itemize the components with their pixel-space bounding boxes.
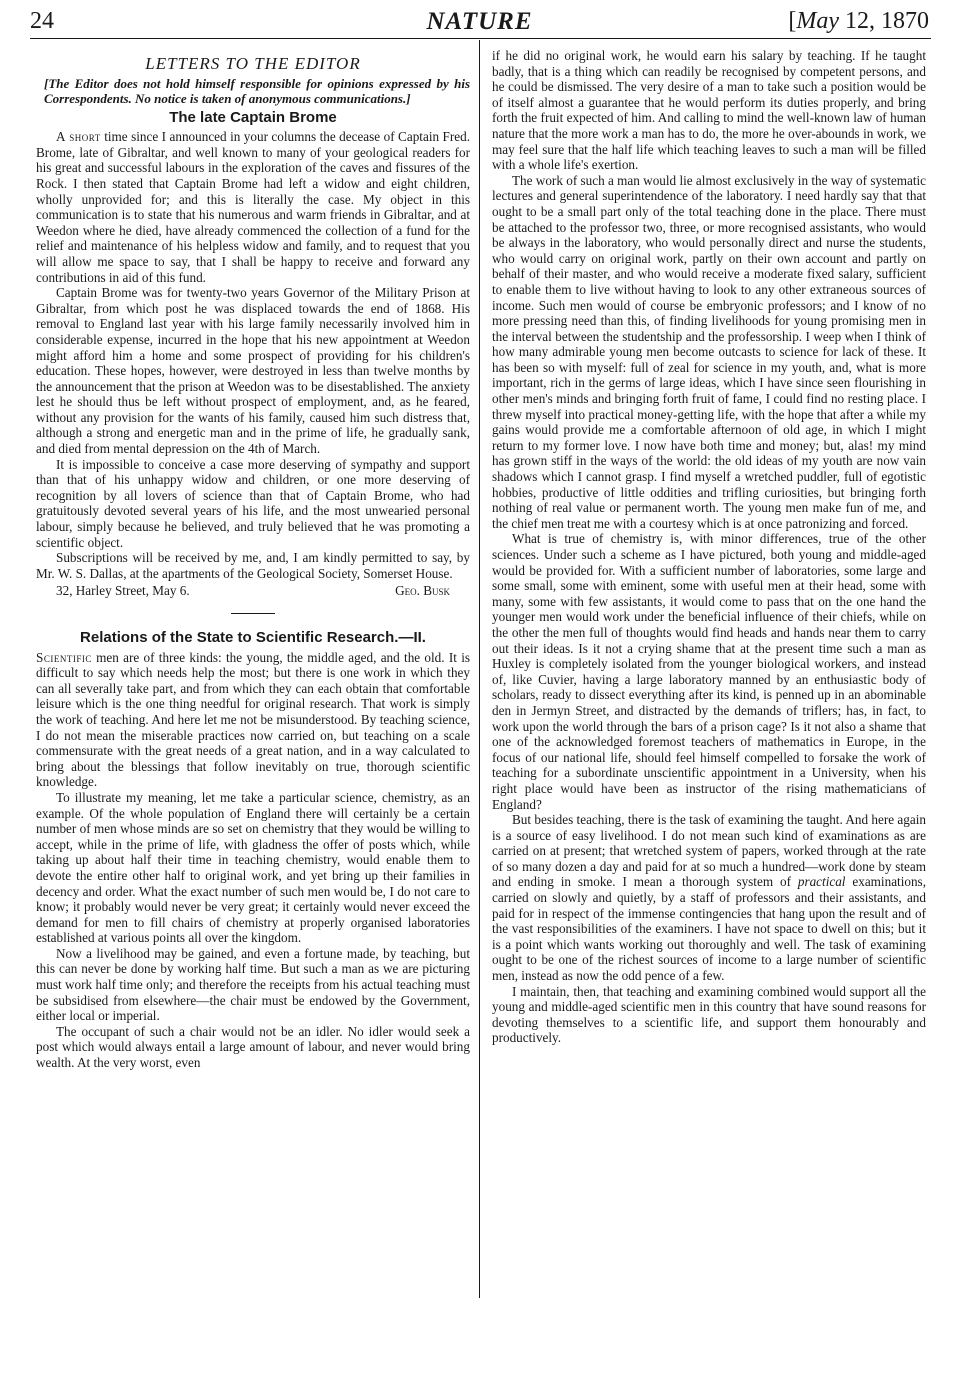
letter2-paragraph: Now a livelihood may be gained, and even a fortune made, by teaching, but this can never be done by working half time. But such a man as we are picturing must work half time only; and therefore the receipts from his actual teaching must be subsidised from elsewhere—the chair must be endowed by the Government, either local or imperial. — [36, 945, 470, 1024]
paragraph-text: men are of three kinds: the young, the middle aged, and the old. It is difficult to say which needs help the most; but there is one work in which they can all severally take part, and from which they can each obtain that comfortable leisure which is the one thing needful for original research. That work is simply the work of teaching. And here let me not be misunderstood. By teaching science, I do not mean the miserable practices now carried on, but teaching on a scale commensurate with the great needs of a great nation, and in a way calculated to bring about the blessings that follow inevitably on true, thorough scientific knowledge. — [36, 649, 470, 790]
paragraph-text: examinations, carried on slowly and quietly, by a staff of professors and their assistants, and paid for in respect of the immense contingencies that hang upon the result and of the vast responsibilities of the examiners. I have not space to dwell on this; but it is a point which wants working out thoroughly and well. The task of examining ought to be one of the richest sources of income to a large number of scientific men, instead as now the odd pence of a few. — [492, 874, 926, 984]
letter2-paragraph: The occupant of such a chair would not be an idler. No idler would seek a post which would always entail a large amount of labour, and never would bring wealth. At the very worst, even — [36, 1023, 470, 1071]
lead-small-caps: A short — [56, 129, 101, 145]
date-bracket: [ — [788, 8, 797, 34]
letter2-paragraph: The work of such a man would lie almost exclusively in the way of systematic lectures and general superintendence of the laboratory. I need hardly say that that ought to be a small part only of the total teaching done in the place. There must be attached to the professor two, three, or more recognised assistants, who would be always in the laboratory, who would personally direct and nurse the students, who would carry on original work, partly on their own account and partly on behalf of their master, and who would receive a moderate fixed salary, sufficient to enable them to live without having to look to any other extraneous sources of income. Such men would of course be embryonic professors; and I know of no more pressing need than this, of finding livelihoods for young promising men in the interval between the studentship and the professorship. I weep when I think of how many admirable young men become outcasts to science for lack of these. It has been so with myself: full of zeal for science in my youth, and, what is more important, rich in the germs of large ideas, which I have since seen flourishing in other men's minds and bringing forth fruit of fame, I could find no resting place. I threw myself into practical money-getting life, with the hope that after a while my gains would provide me a comfortable afternoon of old age, in which I might return to my former love. I now have both time and money; but, alas! my mind has grown stiff in the ways of the world: the old ideas of my youth are now vain shadows which I cannot grasp. I find myself a wretched puddler, full of egotistic hobbies, productive of little oddities and trifling curiosities, but bringing forth nothing of real value or permanent worth. The young men make fun of me, and the chief men treat me with a courtesy which is at once patronizing and forced. — [492, 172, 926, 531]
issue-date — [788, 8, 929, 35]
sender-address: 32, Harley Street, May 6. — [56, 583, 190, 599]
paragraph-text: time since I announced in your columns the decease of Captain Fred. Brome, late of Gibraltar, and well known to many of your geological readers for his great and successful labours in the exploration of the caves and fissures of the Rock. I then stated that Captain Brome had left a widow and eight children, wholly unprovided for; and this is literally the case. My object in this communication is to state that his numerous and warm friends in Gibraltar, and at Weedon where he died, have already commenced the collection of a fund for the relief and maintenance of his helpless widow and family, and to request that you will allow me space to say, that I shall be happy to receive and forward any contributions in aid of this fund. — [36, 129, 471, 285]
letter2-paragraph: To illustrate my meaning, let me take a particular science, chemistry, as an example. Of the whole population of England there will certainly be a certain number of men whose minds are so set on chemistry that they would be willing to accept, while in the prime of life, with gladness the offer of posts which, while taking up about half their time in teaching chemistry, would enable them to devote the entire other half to original work, and yet bring up their families in decency and order. What the exact number of such men would be, I do not care to know; it probably would never be very great; it certainly would never exceed the demand for men to fill chairs of chemistry at properly organised laboratories established at various points all over the kingdom. — [36, 789, 470, 946]
letter1-paragraph — [36, 129, 470, 285]
letter2-paragraph: if he did no original work, he would earn his salary by teaching. If he taught badly, that is a thing which can readily be recognised by competent persons, and he could be dismissed. The very desire of a man to take such a position would be of itself almost a guarantee that he would perform its duties properly, and bring forth the fruit expected of him. And calling to mind the well-known law of human nature that the more work a man has to do, the more he over-abounds in work, we may feel sure that the half life which teaching leaves to such a man will be filled with a whole life's exertion. — [492, 48, 926, 173]
paragraph-text: But besides teaching, there is the task of examining the taught. And here again is a source of easy livelihood. I do not mean such kind of examinations as are carried on at present; that wretched system of papers, worked through at the rate of so many dozen a day and paid for at so much a hundred—work done by steam and ending in smoke. I mean a thorough system of — [492, 812, 926, 890]
article-separator — [231, 613, 275, 614]
right-column — [492, 48, 926, 1046]
journal-title: NATURE — [426, 8, 533, 35]
left-column — [36, 50, 470, 1071]
letter2-paragraph — [36, 650, 470, 790]
page-number: 24 — [30, 8, 54, 34]
letter1-paragraph: It is impossible to conceive a case more deserving of sympathy and support than that of his unhappy widow and children, or one more deserving of recognition by all lovers of science than that of Captain Brome, who had gratuitously devoted several years of his life, and the most unwearied personal labour, simply because he believed, and truly believed that he was promoting a scientific object. — [36, 456, 470, 550]
letter2-paragraph — [492, 812, 926, 984]
letter2-paragraph: What is true of chemistry is, with minor differences, true of the other sciences. Under such a scheme as I have pictured, both young and middle-aged would be provided for. With a sufficient number of laboratories, some large and some small, some with eminent, some with useful men at their head, some with many, some with few assistants, it would come to pass that on the one hand the younger men would work under the beneficial influence of their chiefs, while on the other the men full of thoughts would find heads and hands near them to carry out their ideas. Is it not a crying shame that at the present time such a man as Huxley is completely isolated from the younger biological workers, and instead of, like Cuvier, having a large laboratory manned by an enthusiastic body of scholars, ready to dissect everything after its kind, is penned up in an abominable den in Jermyn Street, and distracted by the demands of triflers; has, in fact, to work upon the world through the bars of a prison cage? Is it not also a shame that one of the acknowledged foremost teachers of mathematics in Europe, in the focus of our national life, should feel himself compelled to forsake the work of teaching for a subordinate unscientific appointment in a University, when his right place would have been as instructor of the rising mathematicians of England? — [492, 531, 926, 812]
sender-name: Geo. Busk — [395, 583, 450, 599]
date-month: May — [796, 8, 839, 34]
lead-small-caps: Scientific — [36, 649, 92, 665]
emphasis-text: practical — [797, 874, 846, 890]
letter1-paragraph: Captain Brome was for twenty-two years Governor of the Military Prison at Gibraltar, from which post he was displaced towards the end of 1868. His removal to England last year with his large family necessarily involved him in considerable expense, incurred in the hope that his new appointment at Weedon might afford him a home and some prospect of providing for his children's education. These hopes, however, were destroyed in less than twelve months by the announcement that the prison at Weedon was to be disestablished. The anxiety lest he should thus be left without prospect of employment, and, as he feared, without any provision for the wants of his family, caused him such distress that, although a strong and energetic man and in the prime of life, he gradually sank, and died from mental depression on the 4th of March. — [36, 285, 470, 457]
page-header — [30, 6, 929, 38]
date-rest: 12, 1870 — [839, 8, 929, 34]
letter-title-brome: The late Captain Brome — [169, 108, 337, 126]
header-rule — [30, 38, 931, 39]
letter1-signature-line — [36, 583, 470, 599]
column-divider — [479, 40, 480, 1298]
letter-title-state-research: Relations of the State to Scientific Research.—II. — [80, 629, 426, 646]
editor-note: [The Editor does not hold himself responsible for opinions expressed by his Correspondents. No notice is taken of anonymous communications.] — [44, 75, 470, 106]
section-title: LETTERS TO THE EDITOR — [145, 54, 361, 73]
letter1-paragraph: Subscriptions will be received by me, and, I am kindly permitted to say, by Mr. W. S. Dallas, at the apartments of the Geological Society, Somerset House. — [36, 550, 470, 581]
letter2-paragraph: I maintain, then, that teaching and examining combined would support all the young and middle-aged scientific men in this country that have sound reasons for devoting themselves to a scientific life, and support them honourably and productively. — [492, 983, 926, 1046]
